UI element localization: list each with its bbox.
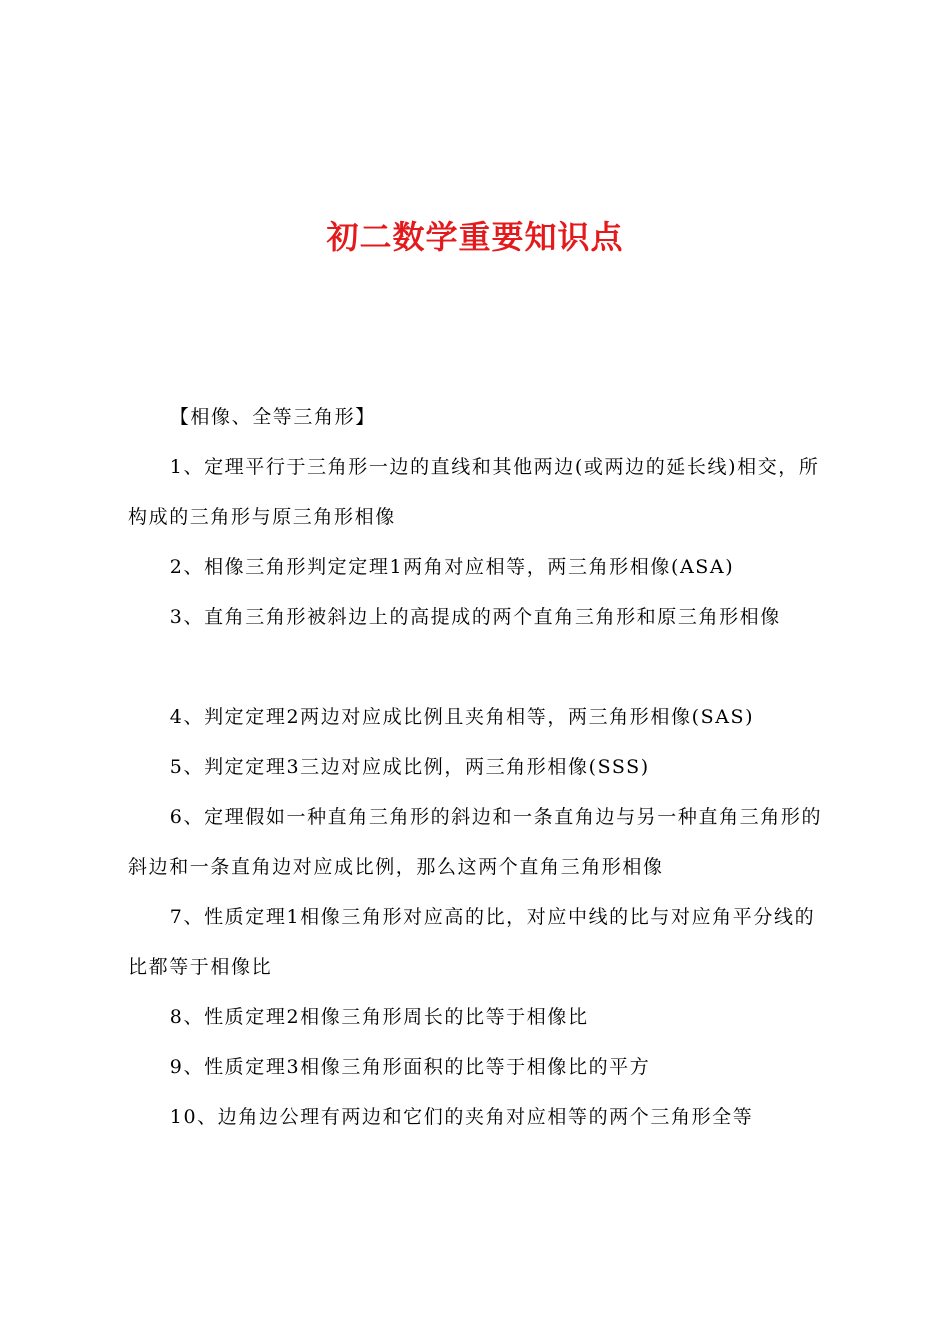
paragraph-item-6: 6、定理假如一种直角三角形的斜边和一条直角边与另一种直角三角形的斜边和一条直角边对应成比例，那么这两个直角三角形相像 — [128, 806, 823, 878]
paragraph-item-4: 4、判定定理2两边对应成比例且夹角相等，两三角形相像(SAS) — [169, 706, 755, 728]
paragraph-item-10: 10、边角边公理有两边和它们的夹角对应相等的两个三角形全等 — [169, 1106, 754, 1128]
paragraph-item-3: 3、直角三角形被斜边上的高提成的两个直角三角形和原三角形相像 — [169, 606, 781, 628]
paragraph-item-2: 2、相像三角形判定定理1两角对应相等，两三角形相像(ASA) — [169, 556, 735, 578]
paragraph-item-9: 9、性质定理3相像三角形面积的比等于相像比的平方 — [169, 1056, 651, 1078]
page-title: 初二数学重要知识点 — [326, 218, 624, 256]
document-body — [128, 392, 832, 1142]
paragraph-item-5: 5、判定定理3三边对应成比例，两三角形相像(SSS) — [169, 756, 650, 778]
paragraph-item-1: 1、定理平行于三角形一边的直线和其他两边(或两边的延长线)相交，所构成的三角形与原三角形相像 — [128, 456, 820, 528]
paragraph-item-7: 7、性质定理1相像三角形对应高的比，对应中线的比与对应角平分线的比都等于相像比 — [128, 906, 816, 978]
section-heading: 【相像、全等三角形】 — [169, 406, 376, 428]
paragraph-item-8: 8、性质定理2相像三角形周长的比等于相像比 — [169, 1006, 589, 1028]
